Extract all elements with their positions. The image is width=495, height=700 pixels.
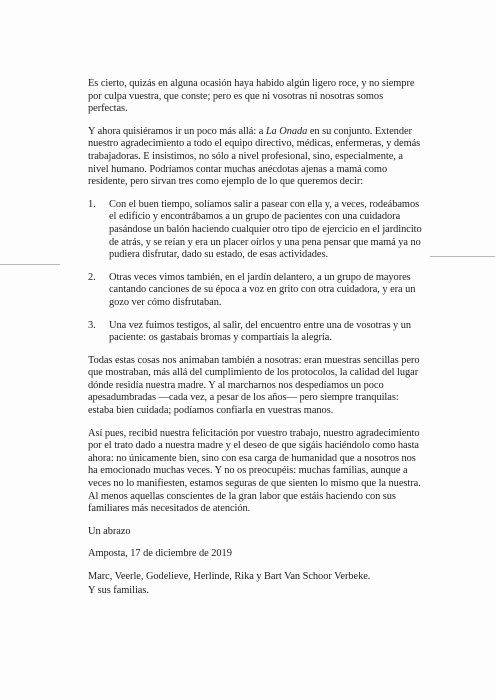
list-item-text: Una vez fuimos testigos, al salir, del encuentro entre una de vosotras y un paciente: os gastabais bromas y compartíais la alegría. [109, 319, 411, 344]
list-item-number: 3. [88, 319, 96, 331]
closing-greeting: Un abrazo [88, 525, 131, 537]
list-item-text: Otras veces vimos también, en el jardín delantero, a un grupo de mayores cantando canciones de su época a voz en grito con otra cuidadora, y era un gozo ver cómo disfrutaban. [109, 271, 416, 308]
la-onada-name: La Onada [265, 125, 308, 137]
list-item [88, 272, 424, 310]
place-date: Amposta, 17 de diciembre de 2019 [88, 548, 232, 560]
signatories-names: Marc, Veerle, Godelieve, Herlinde, Rika y Bart Van Schoor Verbeke. [88, 571, 371, 582]
paragraph-congratulations: Así pues, recibid nuestra felicitación por vuestro trabajo, nuestro agradecimiento por el trato dado a nuestra madre y el deseo de que sigáis haciéndolo como hasta ahora: no únicamente bien, sino con esa carga de humanidad que a nosotros nos ha emocionado muchas veces. Y no os preocupéis: muchas familias, aunque a veces no lo manifiesten, estamos seguras de que sienten lo mismo que la nuestra. Al menos aquellas conscientes de la gran labor que estáis haciendo con sus familiares más necesitados de atención. [88, 427, 421, 515]
paragraph-la-onada [88, 126, 424, 189]
paragraph-apology: Es cierto, quizás en alguna ocasión haya habido algún ligero roce, y no siempre por culpa vuestra, que conste; pero es que ni vosotras ni nosotras somos perfectas. [88, 78, 415, 115]
families-line: Y sus familias. [88, 584, 149, 596]
anecdote-list [88, 199, 424, 345]
list-item-number: 2. [88, 271, 96, 283]
list-item [88, 320, 424, 345]
list-item [88, 199, 424, 262]
signatories [88, 571, 424, 584]
scan-artifact-line [0, 264, 60, 265]
paragraph-encouragement: Todas estas cosas nos animaban también a nosotras: eran muestras sencillas pero que mostraban, más allá del cumplimiento de los protocolos, la calidad del lugar dónde residía nuestra madre. Y al marcharnos nos despedíamos un poco apesadumbradas —cada vez, a pesar de los años— pero siempre tranquilas: estaba bien cuidada; podíamos confiarla en vuestras manos. [88, 354, 420, 417]
list-item-number: 1. [88, 198, 96, 210]
paragraph-la-onada-start: Y ahora quisiéramos ir un poco más allá: a [88, 125, 266, 137]
list-item-text: Con el buen tiempo, solíamos salir a pasear con ella y, a veces, rodeábamos el edificio y encontrábamos a un grupo de pacientes con una cuidadora pasándose un balón haciendo cualquier otro tipo de ejercicio en el jardincito de atrás, y se reían y era un placer oírlos y una pena pensar que mamá ya no pudiera disfrutar, dado su estado, de esas actividades. [109, 198, 422, 261]
scan-artifact-line [430, 256, 495, 257]
paragraph-la-onada-end: en su conjunto. Extender nuestro agradecimiento a todo el equipo directivo, médicas, enfermeras, y demás trabajadoras. E insistimos, no sólo a nivel profesional, sino, especialmente, a nivel humano. Podríamos contar muchas anécdotas ajenas a mamá como residente, pero sirvan tres como ejemplo de lo que queremos decir: [88, 125, 421, 188]
letter-body [88, 78, 424, 607]
